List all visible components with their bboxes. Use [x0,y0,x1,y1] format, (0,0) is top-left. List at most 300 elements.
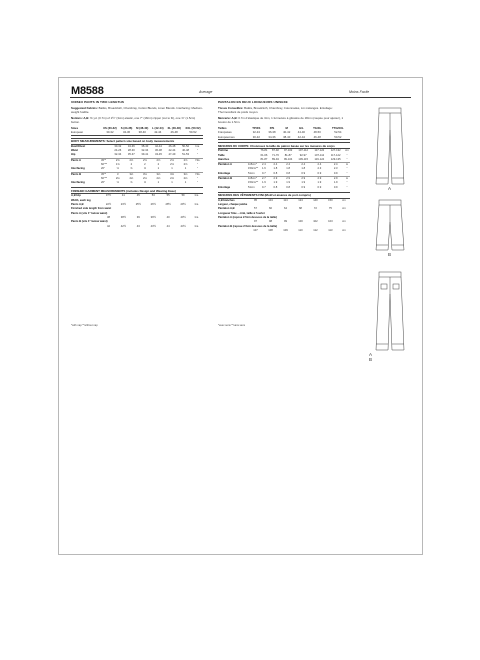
measurement-cell: 2.4 [317,163,322,167]
finished-cell: 37½ [105,194,112,198]
finished-cell: 60 [268,207,272,211]
finished-cell: 150 [328,198,333,202]
measurement-cell: 127-132 [330,149,341,153]
measurement-label: Pantalon A [218,163,232,167]
size-row [71,130,203,135]
size-cell: TP/XS [252,126,261,130]
figure-label-a: A [388,186,392,191]
measurement-cell: 0.7 [258,172,269,177]
pants-flat-sketches [367,100,417,420]
measurement-cell: 2.4 [333,163,338,167]
size-cell: 52-54 [334,130,342,135]
finished-cell: 43 [136,224,140,228]
unit-cell: Ins. [194,224,199,228]
measurement-cell: 0.8 [286,185,290,189]
measurement-cell: 42-44 [154,144,162,148]
fabric-width-label: 45"* [101,172,106,176]
finished-label: A,B Hanches [218,198,235,202]
measurement-cell: 129-135 [327,158,344,163]
size-cell: 32-34 [252,130,260,135]
measurement-cell: 1.8 [286,167,290,171]
measurement-cell: 61-66 [260,153,268,157]
measurement-cell: 1 [184,181,187,185]
finished-label: Largeur, chaque jambe [218,203,248,207]
finished-cell: 100 [298,220,303,224]
unit-cell: " [344,172,350,177]
measurement-cell: 2 [157,163,160,166]
finished-cell: 44 [166,224,170,228]
size-cell: 34-36 [265,135,280,140]
finished-cell: 53 [151,194,155,198]
size-row [218,135,350,140]
unit-cell: m [345,163,349,167]
fabric-width-label: 51cm [248,172,258,177]
size-cell: 34-36 [119,130,134,135]
finished-cell: 114 [283,198,288,202]
finished-label: Longueur finie – côté, taille à l'ourlet [218,211,265,215]
size-chart-en [71,126,203,136]
unit-cell: Ins. [194,215,199,219]
measurement-cell: 0.9 [327,172,344,177]
measurement-label: Pants A [71,158,81,162]
measurement-cell: 50-52 [182,144,189,148]
measurement-cell: 47-49 [165,153,179,158]
measurement-cell: 3⅛ [183,172,188,176]
measurement-cell: 2⅝ [129,158,134,162]
measurement-cell: 34-36 [127,144,135,148]
measurement-cell: 1.9 [262,181,266,185]
measurement-label: Interfacing [71,181,85,185]
size-cell: XL (46-48) [167,126,181,130]
measurement-cell: 35-37 [125,153,139,158]
size-cell: 50-52 [183,130,203,135]
unit-cell: " [197,149,199,153]
unit-cell: m [345,177,349,180]
fabrics-fr [218,106,350,114]
size-cell: L (42-44) [152,126,164,130]
size-cell: 38-40 [134,130,150,135]
finished-cell: 57 [253,207,257,211]
measurement-cell: 71-76 [271,153,279,157]
measurement-cell: 1 [179,167,193,172]
finished-measurements-heading-en: FINISHED GARMENT MEASUREMENTS (includes Design and Wearing Ease) [71,187,203,194]
finished-cell: 107 [253,228,258,232]
measurement-cell: 2⅝ [170,158,174,162]
unit-cell: " [197,181,199,185]
finished-cell: 68 [298,207,302,211]
measurement-cell: 2.9 [273,177,278,180]
measurement-cell: 28-30 [127,149,135,153]
pattern-number: M8588 [71,85,104,97]
fabric-width-label: 150cm** [248,181,259,185]
measurement-cell: 119-124 [311,158,327,163]
finished-cell: 99 [283,220,287,224]
size-cell: M [285,126,288,130]
size-cell: S (34-36) [120,126,133,130]
french-column [218,100,350,233]
measurement-cell: ⅝ [111,167,125,172]
measurement-cell: 1 [165,167,179,172]
finished-label: Pantalon A (repose 2.5cm dessous de la taille) [218,216,277,220]
finished-label: Width, each leg [71,198,91,202]
fabrics-label-fr: Tissus Conseillés: [218,106,244,110]
finished-cell: 40½ [180,215,186,219]
finished-cell: 29½ [180,203,186,207]
measurement-cell: 1⅝ [115,163,120,166]
size-cell: 30-32 [248,135,265,140]
measurement-cell: 109-115 [295,158,311,163]
measurement-cell: 2.4 [262,163,266,167]
unit-cell: cm [342,220,346,224]
size-row-label: Françaises [218,130,232,135]
finished-cell: 45 [136,194,140,198]
size-cell: TG/XL [313,126,322,130]
unit-cell: Yds. [194,158,201,162]
measurement-label: Entoilage [218,185,231,189]
fabric-width-label: 115cm* [248,163,257,167]
measurement-cell: 0.8 [273,185,278,189]
measurement-cell: 2.7 [262,177,266,180]
measurement-cell: 0.8 [281,172,295,177]
measurement-cell: 0.9 [295,172,311,177]
garment-title-en: UNISEX PANTS IN TWO LENGTHS [71,100,125,104]
body-measurements-heading-fr: MESURES DU CORPS: Choisissez la taille du patron basée sur les mesures du corps [218,142,350,149]
finished-cell: 43½ [150,224,156,228]
measurement-cell: 3⅛ [129,172,134,176]
finished-cell: 23½ [120,203,126,207]
measurement-cell: 1.9 [273,181,278,185]
measurement-cell: 3⅛ [170,172,174,176]
measurement-cell: ⅝ [130,181,133,185]
unit-cell: " [197,176,199,180]
size-cell: M (38-40) [136,126,149,130]
measurement-cell: 36-38 [154,149,162,153]
finished-cell: 109 [283,228,288,232]
measurement-cell: 0.9 [317,185,322,189]
size-row-label: Tailles [218,126,227,130]
finished-label: Pantalon A,B [218,207,235,211]
finished-cell: 110 [298,228,303,232]
size-cell: 48-50 [313,130,321,135]
fabric-width-label: 20" [101,167,111,172]
unit-cell: " [197,163,199,166]
fabrics-en [71,106,203,114]
finished-cell: 124 [298,198,303,202]
finished-cell: 39 [136,215,140,219]
measurement-label: Bust/Chest [71,144,86,148]
unit-cell: cm [342,198,346,202]
size-cell: TTG/XXL [331,126,344,130]
measurement-label: Hanches [218,158,248,163]
finished-cell: 39½ [150,215,156,219]
measurement-cell: 2.9 [317,177,322,180]
finished-label [71,225,101,229]
figure-label-b: B [388,252,392,257]
measurement-cell: 2.9 [301,177,306,180]
size-cell: G/L [299,126,304,130]
measurement-cell: 2⅝ [170,163,174,166]
unit-cell: " [192,153,203,158]
finished-cell: 97 [253,220,257,224]
measurement-cell: 2⅛ [115,176,120,180]
size-cell: 36-38 [268,130,276,135]
measurement-cell: 3⅛ [142,172,147,176]
notions-text-fr: 0.7m d'élastique de 3cm, 1 fermeture à glissière de 18cm (coupée pour ajuster), 1 bouton de 1.5cm. [218,116,344,124]
finished-cell: 22½ [105,203,112,207]
footnote-fr: *avec sens **sans sens [218,324,246,327]
unit-cell: " [346,181,348,185]
size-cell: P/S [269,126,275,130]
fabric-width-label: 20" [101,181,105,185]
finished-label: A,B Hip [71,194,81,198]
finished-measurements-heading-fr: MESURES DES VÊTEMENTS FINI (Motif et aisance de port compris) [218,192,350,199]
measurement-label: Pantalon B [218,177,233,180]
measurement-cell: 2⅝ [156,158,161,162]
size-row-label: European [71,130,101,135]
measurement-cell: 32-34 [111,153,125,158]
footnote-en: *with nap **without nap [71,324,98,327]
unit-cell: Ins. [194,203,199,207]
measurement-cell: 24-26 [114,149,122,153]
body-measurements-table-fr [218,149,350,190]
measurement-label: Taille [218,153,225,157]
finished-cell: 95 [253,198,257,202]
finished-cell: 55 [166,194,170,198]
measurement-cell: 2⅝ [115,158,120,162]
size-cell: 46-48 [309,135,326,140]
measurement-label: Hip [71,153,101,158]
fabric-width-label: 45"* [101,158,106,162]
measurement-cell: 30-32 [114,144,122,148]
measurement-cell: 2⅛ [170,176,174,180]
unit-cell: cm [345,149,349,153]
measurement-cell: 2⅝ [183,158,188,162]
finished-cell: 42½ [120,224,126,228]
finished-cell: 38½ [120,215,126,219]
finished-label [218,229,248,233]
unit-cell: Ins. [195,144,200,148]
finished-cell: 98 [268,220,272,224]
measurement-cell: 2⅛ [129,176,134,180]
figure-label-ab: A B [369,352,373,362]
measurement-cell: 1.9 [301,181,306,185]
size-cell: 46-48 [165,130,183,135]
measurement-label: Poitrine [218,149,229,153]
measurement-label: Waist [71,149,79,153]
measurement-cell: ⅝ [138,167,152,172]
measurement-cell: 43-45 [152,153,166,158]
measurement-cell: 2.9 [333,177,338,180]
fabrics-text-fr: Batiks, Broadcloth, Chambray, Cotonnades, Lin mélangés. Entoilage: Thermocollant de poids moyen. [218,106,333,114]
measurement-cell: 2.3 [317,167,322,171]
measurement-cell: 99-104 [281,158,295,163]
header-rule [70,97,411,98]
measurement-cell: 2⅛ [183,176,188,180]
measurement-cell: 2.9 [286,177,290,180]
size-cell: 44-46 [297,130,305,135]
finished-label: Pants A (sits 1" below waist) [71,211,108,215]
fabric-width-label: 60"** [101,163,108,166]
unit-cell: " [192,167,203,172]
difficulty-label-fr: Moins Facile [349,90,370,94]
body-measurements-table-en [71,145,203,186]
finished-row [218,229,350,233]
measurement-cell: 81-87 [284,153,292,157]
finished-row [71,225,203,229]
pattern-envelope-back [58,77,423,555]
measurement-cell: 32-34 [141,149,149,153]
measurement-cell: 0.7 [262,185,266,189]
fabric-width-label: 60"** [101,176,108,180]
fabrics-text-en: Batiks, Broadcloth, Chambray, Cotton Blends, Linen Blends. Interfacing: Medium-weight fusible. [71,106,203,114]
measurement-cell: 76-81 [260,149,268,153]
measurement-cell: 107-112 [314,153,325,157]
finished-cell: 42 [106,224,110,228]
measurement-cell: 2.4 [286,163,290,167]
size-chart-fr [218,126,350,140]
measurement-cell: 2⅛ [142,176,147,180]
body-measurements-heading-en: BODY MEASUREMENTS: Select pattern size based on body measurements [71,138,203,145]
measurement-cell: 2.4 [273,163,278,167]
finished-cell: 26½ [150,203,156,207]
notions-label-fr: Mercerie: A,B: [218,116,238,120]
measurement-cell: ⅝ [125,167,139,172]
unit-cell: cm [342,207,346,211]
finished-cell: 75 [328,207,332,211]
measurement-cell: 3 [117,172,119,176]
measurement-label: Pants B [71,172,82,176]
measurement-cell: 117-122 [330,153,341,157]
fabric-width-label: 150cm** [248,167,259,171]
measurement-cell: 1 [157,181,160,185]
measurement-cell: 2⅛ [156,176,161,180]
measurement-row [218,186,350,190]
unit-cell: " [346,153,348,157]
fabric-width-label: 51cm [248,185,255,189]
size-cell: 40-42 [283,130,291,135]
finished-label: Pants B (sits 1" below waist) [71,220,108,224]
finished-label: Pantalon B (repose 2.5cm dessous de la taille) [218,224,278,228]
pants-a-front-icon [376,108,404,184]
measurement-cell: 97-102 [283,149,293,153]
finished-cell: 28½ [165,203,171,207]
size-row-label: Européennes [218,135,248,140]
finished-cell: 40 [166,215,170,219]
measurement-cell: 0.9 [311,172,327,177]
finished-cell: 25½ [135,203,141,207]
measurement-cell: 2 [130,163,133,166]
measurement-cell: 51-53 [179,153,193,158]
measurement-cell: 1 [152,167,166,172]
measurement-cell: ⅝ [143,181,146,185]
notions-fr [218,116,350,124]
size-cell: 38-40 [279,135,294,140]
measurement-cell: 0.9 [333,185,338,189]
technical-drawings [367,100,417,420]
pants-back-view-icon [376,272,404,350]
unit-cell: Yds. [194,172,201,176]
size-cell: 30-32 [101,130,119,135]
finished-cell: 102 [313,220,318,224]
finished-cell: 44½ [180,224,186,228]
measurement-cell: 0.8 [270,172,281,177]
finished-label: Pants A,B [71,203,84,207]
finished-cell: 59 [181,194,185,198]
measurement-cell: 107-112 [298,149,309,153]
measurement-label: Entoilage [218,172,248,177]
measurement-cell: 92-97 [299,153,307,157]
unit-cell: " [346,185,348,189]
measurement-cell: 1.8 [301,167,306,171]
measurement-cell: 0.9 [301,185,306,189]
garment-title-fr: PANTALON EN DEUX LONGUEURS UNISEXE [218,100,288,104]
measurement-cell: 46-48 [182,149,189,153]
measurement-cell: 2.4 [301,163,306,167]
finished-cell: 104 [268,198,273,202]
measurement-cell: ⅝ [116,181,119,185]
size-cell: 42-44 [294,135,309,140]
measurement-cell: 46-48 [168,144,176,148]
finished-measurements-table-fr [218,199,350,233]
notions-label-en: Notions: A,B: [71,116,90,120]
notions-text-en: % yd. (0.7m) of 1½" (3cm) elastic, one 7" (18cm) zipper (cut to fit), one ⅝" (1.5cm) button. [71,116,196,124]
size-cell: XS (30-32) [103,126,117,130]
measurement-cell: 2⅝ [183,163,188,166]
finished-cell: 103 [328,220,333,224]
finished-cell: 64 [283,207,287,211]
measurement-cell: 2.3 [333,167,338,171]
measurement-cell: 1.9 [317,181,322,185]
finished-cell: 41 [121,194,125,198]
finished-cell: 113 [328,228,333,232]
fabric-width-label: 115cm* [248,177,257,180]
measurement-cell: 1.9 [286,181,290,185]
size-cell: XXL (50-52) [185,126,201,130]
finished-cell: 112 [313,228,318,232]
finished-cell: 108 [268,228,273,232]
measurement-cell: 3⅛ [156,172,161,176]
measurement-cell: 39-41 [138,153,152,158]
measurement-cell: 1.6 [262,167,266,171]
measurement-cell: 1.9 [333,181,338,185]
size-cell: 42-44 [150,130,165,135]
finished-label: Finished side length from waist [71,207,112,211]
measurement-cell: 42-44 [168,149,176,153]
measurement-cell: 1.8 [273,167,278,171]
unit-cell: " [346,167,348,171]
measurement-cell: 87-92 [271,149,279,153]
fabrics-label-en: Suggested Fabrics: [71,106,98,110]
measurement-cell: 117-122 [314,149,325,153]
unit-cell: cm [342,228,346,232]
measurement-cell: 2 [144,163,146,166]
difficulty-label-en: Average [199,90,213,94]
size-row-label: Sizes [71,126,79,130]
english-column [71,100,203,229]
pants-b-front-icon [376,200,404,250]
measurement-cell: 1 [171,181,173,185]
size-cell: 50-52 [326,135,350,140]
measurement-cell: 2⅝ [142,158,147,162]
measurement-label: Interfacing [71,167,101,172]
finished-cell: 72 [313,207,317,211]
unit-cell: Ins. [194,194,199,198]
measurement-cell: 38-40 [141,144,149,148]
notions-en [71,116,203,124]
measurement-row [71,181,203,185]
measurement-cell: 81-87 [258,158,269,163]
unit-cell: " [344,158,350,163]
